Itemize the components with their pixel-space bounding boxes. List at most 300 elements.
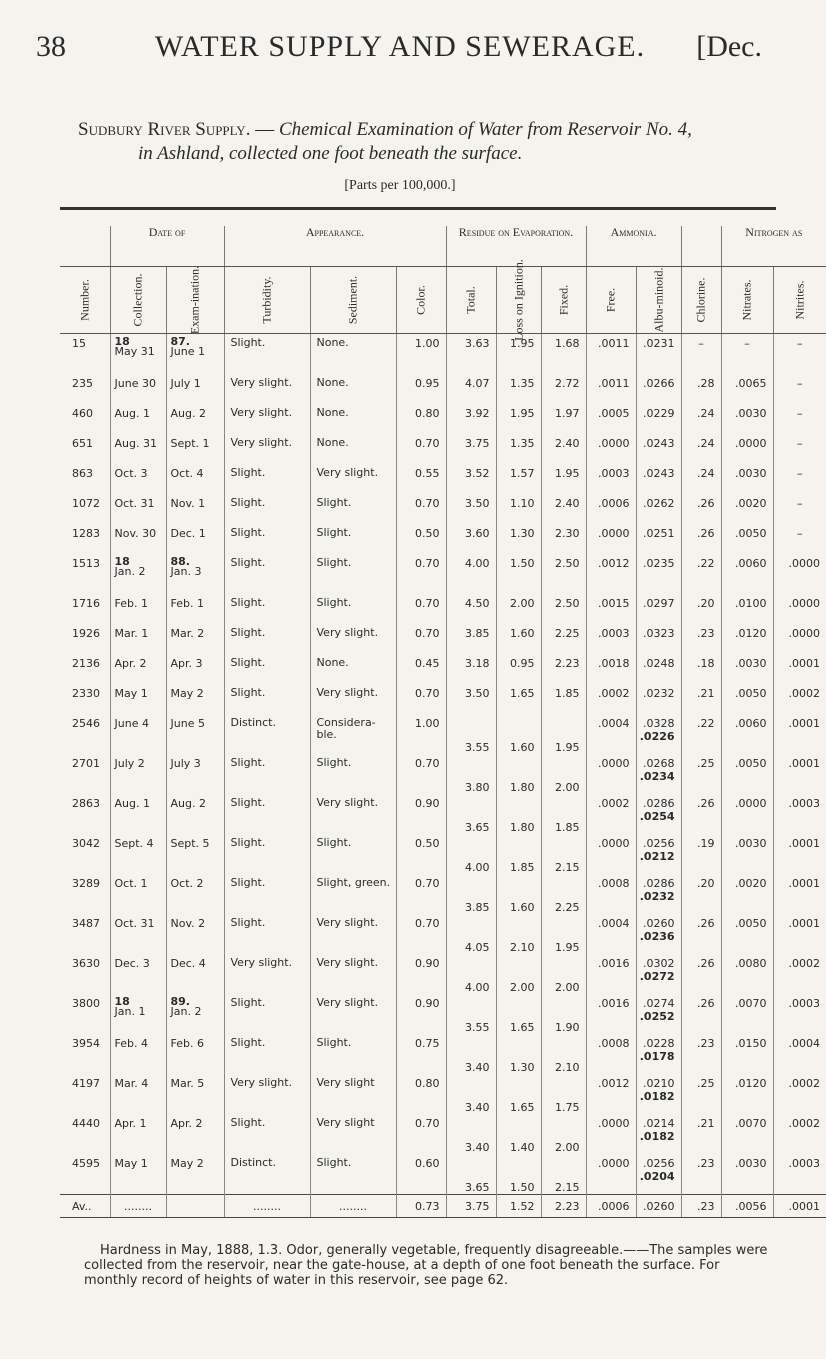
cell-total: 3.60 <box>446 524 496 554</box>
cell-number: 3954 <box>72 1037 100 1050</box>
cell-loss-on-ignition: 1.60 <box>496 714 541 754</box>
cell-fixed: 2.10 <box>541 1034 586 1074</box>
albuminoid-second-value: .0212 <box>639 850 675 863</box>
cell-loss-on-ignition: 2.00 <box>496 954 541 994</box>
cell-albuminoid <box>636 994 681 1034</box>
cell-number: 1926 <box>72 627 100 640</box>
albuminoid-value: .0256 <box>643 1157 675 1170</box>
analysis-table <box>60 226 826 1218</box>
cell-free: .0000 <box>586 1114 636 1154</box>
cell-collection: Apr. 2 <box>110 654 166 684</box>
cell-sediment: Considera-ble. <box>310 714 396 754</box>
albuminoid-second-value: .0178 <box>639 1050 675 1063</box>
date-value: June 1 <box>170 345 205 358</box>
cell-color: 0.45 <box>396 654 446 684</box>
group-date: Date of <box>110 226 224 267</box>
cell-nitrates: .0150 <box>721 1034 773 1074</box>
cell-chlorine: .24 <box>681 404 721 434</box>
table-row <box>60 874 826 914</box>
cell-sediment: Slight. <box>310 554 396 594</box>
albuminoid-value: .0286 <box>643 797 675 810</box>
cell-examination <box>166 334 224 375</box>
cell-albuminoid <box>636 1074 681 1114</box>
title-line2: in Ashland, collected one foot beneath the surface. <box>138 143 523 164</box>
albuminoid-value: .0231 <box>643 337 675 350</box>
cell-sediment: Very slight <box>310 1114 396 1154</box>
cell-examination: Apr. 2 <box>166 1114 224 1154</box>
albuminoid-value: .0214 <box>643 1117 675 1130</box>
cell-nitrites: .0001 <box>773 874 826 914</box>
cell-turbidity: Slight. <box>224 494 310 524</box>
table-row <box>60 434 826 464</box>
cell-chlorine: .24 <box>681 464 721 494</box>
cell-nitrates: .0050 <box>721 684 773 714</box>
albuminoid-value: .0248 <box>643 657 675 670</box>
table-row <box>60 994 826 1034</box>
cell-examination: Dec. 4 <box>166 954 224 994</box>
cell-albuminoid <box>636 1034 681 1074</box>
cell-sediment: Very slight. <box>310 914 396 954</box>
col-nitrates: Nitrates. <box>721 267 773 334</box>
cell-nitrites: – <box>773 524 826 554</box>
cell-chlorine: .22 <box>681 714 721 754</box>
cell-loss-on-ignition: 1.65 <box>496 684 541 714</box>
cell-free: .0016 <box>586 994 636 1034</box>
cell-total: 3.50 <box>446 684 496 714</box>
cell-nitrates: .0070 <box>721 994 773 1034</box>
cell-collection: Sept. 4 <box>110 834 166 874</box>
cell-nitrites: .0002 <box>773 684 826 714</box>
cell-collection: Mar. 1 <box>110 624 166 654</box>
cell-chlorine: .25 <box>681 1074 721 1114</box>
cell-nitrites: – <box>773 404 826 434</box>
cell-loss-on-ignition: 1.85 <box>496 834 541 874</box>
cell-total: 3.55 <box>446 714 496 754</box>
cell-loss-on-ignition: 0.95 <box>496 654 541 684</box>
cell-nitrites: – <box>773 334 826 375</box>
cell-examination: Sept. 5 <box>166 834 224 874</box>
cell-number: 15 <box>72 337 86 350</box>
cell-free: .0011 <box>586 334 636 375</box>
cell-color: 0.70 <box>396 594 446 624</box>
cell-turbidity: Slight. <box>224 794 310 834</box>
cell-albuminoid <box>636 554 681 594</box>
running-year: [Dec. <box>696 30 762 63</box>
cell-chlorine: .23 <box>681 1154 721 1195</box>
cell-albuminoid <box>636 794 681 834</box>
cell-nitrites: – <box>773 494 826 524</box>
col-nitrites: Nitrites. <box>773 267 826 334</box>
average-fixed: 2.23 <box>541 1195 586 1218</box>
units-note: [Parts per 100,000.] <box>344 178 456 193</box>
cell-examination: July 3 <box>166 754 224 794</box>
cell-sediment: Slight. <box>310 754 396 794</box>
cell-free: .0003 <box>586 464 636 494</box>
cell-nitrites: .0003 <box>773 1154 826 1195</box>
cell-fixed: 2.00 <box>541 754 586 794</box>
cell-examination: Aug. 2 <box>166 794 224 834</box>
cell-chlorine: .26 <box>681 524 721 554</box>
cell-albuminoid <box>636 834 681 874</box>
col-collection: Collection. <box>110 267 166 334</box>
albuminoid-value: .0228 <box>643 1037 675 1050</box>
cell-color: 0.80 <box>396 404 446 434</box>
cell-loss-on-ignition: 1.65 <box>496 994 541 1034</box>
cell-collection: May 1 <box>110 1154 166 1195</box>
cell-albuminoid <box>636 494 681 524</box>
cell-turbidity: Slight. <box>224 654 310 684</box>
cell-free: .0012 <box>586 1074 636 1114</box>
cell-turbidity: Very slight. <box>224 404 310 434</box>
group-number-blank <box>60 226 110 267</box>
cell-color: 1.00 <box>396 714 446 754</box>
year-marker-collection: 18 <box>114 995 130 1008</box>
cell-color: 0.90 <box>396 794 446 834</box>
cell-examination: Aug. 2 <box>166 404 224 434</box>
cell-nitrates: .0080 <box>721 954 773 994</box>
cell-fixed: 2.15 <box>541 834 586 874</box>
cell-nitrites: .0001 <box>773 834 826 874</box>
cell-chlorine: .26 <box>681 994 721 1034</box>
cell-sediment: Very slight <box>310 1074 396 1114</box>
cell-nitrates: .0030 <box>721 464 773 494</box>
cell-collection <box>110 994 166 1034</box>
cell-color: 0.50 <box>396 834 446 874</box>
cell-nitrates: .0000 <box>721 794 773 834</box>
cell-albuminoid <box>636 654 681 684</box>
date-value: Jan. 2 <box>170 1005 202 1018</box>
cell-collection: May 1 <box>110 684 166 714</box>
running-title: WATER SUPPLY AND SEWERAGE. <box>154 30 646 63</box>
cell-fixed: 1.85 <box>541 794 586 834</box>
cell-total: 4.00 <box>446 954 496 994</box>
cell-nitrites: .0002 <box>773 954 826 994</box>
cell-collection: June 4 <box>110 714 166 754</box>
cell-turbidity: Slight. <box>224 754 310 794</box>
cell-color: 0.70 <box>396 624 446 654</box>
cell-fixed: 1.90 <box>541 994 586 1034</box>
title-rule <box>60 207 776 210</box>
cell-collection: Nov. 30 <box>110 524 166 554</box>
cell-chlorine: .21 <box>681 684 721 714</box>
col-number: Number. <box>60 267 110 334</box>
cell-examination: Nov. 2 <box>166 914 224 954</box>
cell-fixed: 2.15 <box>541 1154 586 1195</box>
cell-total: 3.18 <box>446 654 496 684</box>
cell-sediment: Slight. <box>310 1034 396 1074</box>
cell-albuminoid <box>636 624 681 654</box>
albuminoid-value: .0229 <box>643 407 675 420</box>
cell-turbidity: Slight. <box>224 684 310 714</box>
cell-number: 2136 <box>72 657 100 670</box>
cell-chlorine: .28 <box>681 374 721 404</box>
cell-sediment: Very slight. <box>310 464 396 494</box>
cell-loss-on-ignition: 1.50 <box>496 554 541 594</box>
albuminoid-value: .0297 <box>643 597 675 610</box>
table-row <box>60 624 826 654</box>
cell-loss-on-ignition: 1.60 <box>496 624 541 654</box>
cell-albuminoid <box>636 714 681 754</box>
cell-color: 0.70 <box>396 754 446 794</box>
cell-chlorine: .22 <box>681 554 721 594</box>
albuminoid-value: .0210 <box>643 1077 675 1090</box>
table-row <box>60 554 826 594</box>
albuminoid-value: .0302 <box>643 957 675 970</box>
albuminoid-value: .0243 <box>643 467 675 480</box>
cell-sediment: None. <box>310 334 396 375</box>
cell-loss-on-ignition: 1.50 <box>496 1154 541 1195</box>
cell-sediment: Slight. <box>310 524 396 554</box>
cell-number: 460 <box>72 407 93 420</box>
cell-total: 3.80 <box>446 754 496 794</box>
date-value: Jan. 1 <box>114 1005 146 1018</box>
table-row <box>60 1114 826 1154</box>
cell-fixed: 1.97 <box>541 404 586 434</box>
cell-turbidity: Slight. <box>224 874 310 914</box>
table-row <box>60 404 826 434</box>
cell-color: 0.50 <box>396 524 446 554</box>
cell-nitrites: – <box>773 374 826 404</box>
albuminoid-value: .0243 <box>643 437 675 450</box>
cell-turbidity: Slight. <box>224 1034 310 1074</box>
cell-free: .0018 <box>586 654 636 684</box>
cell-fixed: 1.75 <box>541 1074 586 1114</box>
average-dots: ........ <box>310 1195 396 1218</box>
cell-albuminoid <box>636 404 681 434</box>
table-row <box>60 334 826 375</box>
table-row <box>60 1034 826 1074</box>
table-row <box>60 714 826 754</box>
cell-total: 3.65 <box>446 794 496 834</box>
cell-loss-on-ignition: 1.80 <box>496 754 541 794</box>
cell-examination: Nov. 1 <box>166 494 224 524</box>
cell-fixed: 2.25 <box>541 624 586 654</box>
table-row <box>60 684 826 714</box>
cell-examination: Dec. 1 <box>166 524 224 554</box>
cell-total: 3.40 <box>446 1114 496 1154</box>
cell-turbidity: Very slight. <box>224 954 310 994</box>
albuminoid-value: .0251 <box>643 527 675 540</box>
albuminoid-second-value: .0254 <box>639 810 675 823</box>
cell-free: .0011 <box>586 374 636 404</box>
albuminoid-value: .0323 <box>643 627 675 640</box>
cell-number: 1716 <box>72 597 100 610</box>
cell-collection <box>110 554 166 594</box>
albuminoid-second-value: .0252 <box>639 1010 675 1023</box>
cell-nitrites: .0001 <box>773 914 826 954</box>
cell-total: 3.50 <box>446 494 496 524</box>
cell-albuminoid <box>636 754 681 794</box>
cell-loss-on-ignition: 1.35 <box>496 374 541 404</box>
cell-nitrites: .0002 <box>773 1114 826 1154</box>
col-color: Color. <box>396 267 446 334</box>
cell-collection: Oct. 3 <box>110 464 166 494</box>
cell-nitrites: .0000 <box>773 594 826 624</box>
cell-nitrates: .0030 <box>721 834 773 874</box>
cell-chlorine: .20 <box>681 874 721 914</box>
cell-number: 1072 <box>72 497 100 510</box>
cell-nitrates: .0030 <box>721 654 773 684</box>
cell-nitrates: – <box>721 334 773 375</box>
cell-loss-on-ignition: 1.40 <box>496 1114 541 1154</box>
cell-color: 0.70 <box>396 1114 446 1154</box>
page-number: 38 <box>36 30 66 63</box>
cell-nitrates: .0120 <box>721 1074 773 1114</box>
group-appearance: Appearance. <box>224 226 446 267</box>
cell-collection: Aug. 1 <box>110 404 166 434</box>
table-row <box>60 834 826 874</box>
table-row <box>60 594 826 624</box>
cell-fixed: 2.40 <box>541 494 586 524</box>
cell-chlorine: .19 <box>681 834 721 874</box>
cell-chlorine: .25 <box>681 754 721 794</box>
cell-nitrites: .0001 <box>773 754 826 794</box>
cell-free: .0008 <box>586 874 636 914</box>
albuminoid-value: .0235 <box>643 557 675 570</box>
albuminoid-second-value: .0272 <box>639 970 675 983</box>
albuminoid-value: .0328 <box>643 717 675 730</box>
year-marker-collection: 18 <box>114 555 130 568</box>
cell-sediment: Very slight. <box>310 624 396 654</box>
cell-fixed: 2.30 <box>541 524 586 554</box>
cell-fixed: 2.40 <box>541 434 586 464</box>
table-body <box>60 334 826 1195</box>
cell-albuminoid <box>636 594 681 624</box>
cell-total: 4.07 <box>446 374 496 404</box>
cell-turbidity: Slight. <box>224 1114 310 1154</box>
cell-free: .0000 <box>586 754 636 794</box>
cell-number: 2330 <box>72 687 100 700</box>
cell-total: 4.50 <box>446 594 496 624</box>
cell-total: 3.55 <box>446 994 496 1034</box>
cell-examination: Feb. 1 <box>166 594 224 624</box>
cell-loss-on-ignition: 1.30 <box>496 1034 541 1074</box>
cell-free: .0000 <box>586 1154 636 1195</box>
albuminoid-second-value: .0236 <box>639 930 675 943</box>
cell-examination: Apr. 3 <box>166 654 224 684</box>
cell-loss-on-ignition: 2.10 <box>496 914 541 954</box>
cell-total: 3.75 <box>446 434 496 464</box>
cell-turbidity: Slight. <box>224 994 310 1034</box>
cell-number: 3289 <box>72 877 100 890</box>
cell-nitrites: .0003 <box>773 994 826 1034</box>
cell-albuminoid <box>636 954 681 994</box>
cell-fixed: 1.95 <box>541 914 586 954</box>
year-marker-collection: 18 <box>114 335 130 348</box>
cell-loss-on-ignition: 2.00 <box>496 594 541 624</box>
cell-free: .0000 <box>586 834 636 874</box>
cell-free: .0016 <box>586 954 636 994</box>
cell-albuminoid <box>636 374 681 404</box>
cell-free: .0000 <box>586 524 636 554</box>
cell-fixed: 2.00 <box>541 954 586 994</box>
date-value: May 31 <box>114 345 155 358</box>
cell-loss-on-ignition: 1.80 <box>496 794 541 834</box>
table-row <box>60 754 826 794</box>
table-row <box>60 794 826 834</box>
cell-sediment: Slight. <box>310 834 396 874</box>
cell-collection: Feb. 4 <box>110 1034 166 1074</box>
cell-turbidity: Slight. <box>224 554 310 594</box>
cell-nitrates: .0050 <box>721 524 773 554</box>
cell-chlorine: .26 <box>681 954 721 994</box>
date-value: Jan. 3 <box>170 565 202 578</box>
cell-nitrates: .0120 <box>721 624 773 654</box>
cell-number: 2701 <box>72 757 100 770</box>
cell-total: 3.63 <box>446 334 496 375</box>
cell-chlorine: .24 <box>681 434 721 464</box>
cell-free: .0002 <box>586 684 636 714</box>
cell-free: .0004 <box>586 914 636 954</box>
cell-examination <box>166 554 224 594</box>
cell-examination: May 2 <box>166 1154 224 1195</box>
cell-sediment: Slight, green. <box>310 874 396 914</box>
cell-total: 3.40 <box>446 1034 496 1074</box>
table-row <box>60 464 826 494</box>
cell-total: 3.85 <box>446 874 496 914</box>
albuminoid-value: .0266 <box>643 377 675 390</box>
cell-nitrates: .0050 <box>721 914 773 954</box>
cell-sediment: None. <box>310 654 396 684</box>
cell-color: 0.70 <box>396 434 446 464</box>
cell-examination: June 5 <box>166 714 224 754</box>
cell-examination: Sept. 1 <box>166 434 224 464</box>
title-line1: Chemical Examination of Water from Reservoir No. 4, <box>278 119 692 140</box>
cell-color: 0.60 <box>396 1154 446 1195</box>
cell-nitrates: .0065 <box>721 374 773 404</box>
cell-color: 0.80 <box>396 1074 446 1114</box>
cell-nitrites: – <box>773 464 826 494</box>
cell-turbidity: Distinct. <box>224 714 310 754</box>
cell-chlorine: .21 <box>681 1114 721 1154</box>
cell-nitrates: .0060 <box>721 554 773 594</box>
average-blank <box>166 1195 224 1218</box>
cell-number: 1283 <box>72 527 100 540</box>
col-fixed: Fixed. <box>541 267 586 334</box>
cell-loss-on-ignition: 1.95 <box>496 334 541 375</box>
cell-turbidity: Slight. <box>224 594 310 624</box>
cell-fixed: 2.50 <box>541 594 586 624</box>
average-row <box>60 1195 826 1218</box>
cell-albuminoid <box>636 1114 681 1154</box>
group-chlorine-blank <box>681 226 721 267</box>
cell-turbidity: Slight. <box>224 914 310 954</box>
cell-collection: Oct. 31 <box>110 494 166 524</box>
cell-collection <box>110 334 166 375</box>
cell-nitrates: .0000 <box>721 434 773 464</box>
albuminoid-value: .0256 <box>643 837 675 850</box>
cell-color: 0.90 <box>396 994 446 1034</box>
cell-total: 4.05 <box>446 914 496 954</box>
cell-fixed: 2.72 <box>541 374 586 404</box>
cell-color: 0.70 <box>396 874 446 914</box>
cell-number: 3487 <box>72 917 100 930</box>
cell-nitrites: – <box>773 434 826 464</box>
cell-sediment: None. <box>310 374 396 404</box>
cell-color: 1.00 <box>396 334 446 375</box>
cell-sediment: Very slight. <box>310 954 396 994</box>
albuminoid-value: .0286 <box>643 877 675 890</box>
cell-collection: Apr. 1 <box>110 1114 166 1154</box>
cell-fixed: 2.25 <box>541 874 586 914</box>
cell-nitrates: .0030 <box>721 404 773 434</box>
cell-albuminoid <box>636 874 681 914</box>
cell-examination: Oct. 4 <box>166 464 224 494</box>
cell-loss-on-ignition: 1.30 <box>496 524 541 554</box>
table-title <box>78 118 768 166</box>
cell-free: .0006 <box>586 494 636 524</box>
cell-sediment: Slight. <box>310 494 396 524</box>
